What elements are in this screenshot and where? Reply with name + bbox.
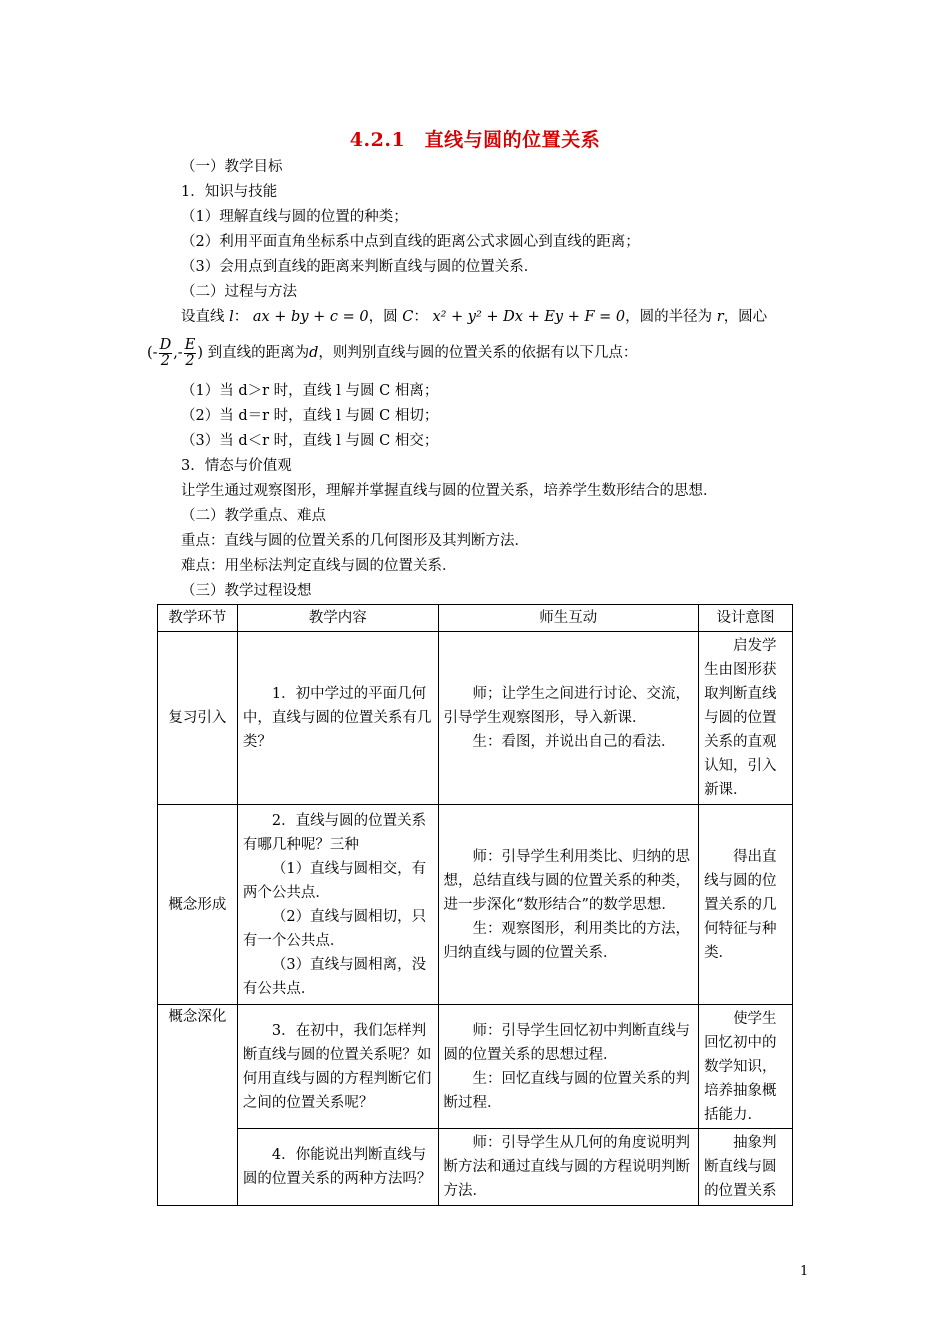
interaction-cell	[438, 1129, 699, 1206]
setup-text: 设直线	[181, 309, 225, 325]
stage-cell: 概念深化	[158, 1005, 238, 1206]
header-stage: 教学环节	[158, 605, 238, 632]
section-heading-process: （二）过程与方法	[181, 284, 297, 300]
goal-item-3: （3）会用点到直线的距离来判断直线与圆的位置关系．	[181, 259, 539, 275]
content-text: （3）直线与圆相离，没有公共点．	[242, 956, 427, 997]
colon-2: ：	[413, 309, 428, 325]
intent-cell	[699, 1005, 793, 1129]
colon: ：	[233, 309, 249, 325]
radius-text: ，圆的半径为	[625, 309, 713, 325]
section-heading-keypoints: （二）教学重点、难点	[181, 508, 326, 524]
table-row	[158, 632, 793, 805]
intent-text: 得出直线与圆的位置关系的几何特征与种类．	[704, 848, 777, 961]
fraction-e-den: 2	[185, 352, 195, 369]
page-number: 1	[800, 1264, 809, 1279]
table-row	[158, 1129, 793, 1206]
interaction-teacher: 师：引导学生从几何的角度说明判断方法和通过直线与圆的方程说明判断方法．	[443, 1135, 691, 1199]
distance-text: 到直线的距离为	[207, 345, 310, 361]
content-cell	[237, 632, 438, 805]
subheading-values: 3．情态与价值观	[181, 458, 292, 474]
interaction-cell	[438, 805, 699, 1005]
setup-paragraph	[181, 307, 767, 327]
subheading-knowledge: 1．知识与技能	[181, 184, 278, 200]
intent-cell	[699, 1129, 793, 1206]
condition-1: （1）当 d＞r 时，直线 l 与圆 C 相离；	[181, 383, 439, 399]
key-point: 重点：直线与圆的位置关系的几何图形及其判断方法．	[181, 533, 529, 549]
content-text: 4．你能说出判断直线与圆的位置关系的两种方法吗？	[242, 1147, 432, 1187]
section-heading-procedure: （三）教学过程设想	[181, 583, 312, 599]
fraction-d-num: D	[159, 336, 172, 353]
table-header-row	[158, 605, 793, 632]
intent-text: 使学生回忆初中的数学知识，培养抽象概括能力．	[704, 1010, 777, 1123]
circle-equation: x² + y² + Dx + Ey + F = 0	[432, 309, 626, 325]
stage-cell: 概念形成	[158, 805, 238, 1005]
header-content: 教学内容	[237, 605, 438, 632]
intent-text: 抽象判断直线与圆的位置关系	[704, 1135, 777, 1199]
stage-cell: 复习引入	[158, 632, 238, 805]
interaction-student: 生：回忆直线与圆的位置关系的判断过程．	[443, 1070, 691, 1111]
table-row	[158, 805, 793, 1005]
distance-symbol: d	[309, 345, 319, 361]
content-cell	[237, 805, 438, 1005]
values-text: 让学生通过观察图形，理解并掌握直线与圆的位置关系，培养学生数形结合的思想．	[181, 483, 718, 499]
difficult-point: 难点：用坐标法判定直线与圆的位置关系．	[181, 558, 457, 574]
goal-item-1: （1）理解直线与圆的位置的种类；	[181, 209, 408, 225]
interaction-student: 生：看图，并说出自己的看法．	[472, 734, 676, 750]
content-text: 2．直线与圆的位置关系有哪几种呢？三种	[242, 812, 427, 853]
line-equation: ax + by + c = 0	[252, 309, 369, 325]
interaction-teacher: 师：引导学生利用类比、归纳的思想，总结直线与圆的位置关系的种类，进一步深化“数形结合”的数学思想．	[443, 848, 691, 913]
goal-item-2: （2）利用平面直角坐标系中点到直线的距离公式求圆心到直线的距离；	[181, 234, 640, 250]
header-interaction: 师生互动	[438, 605, 699, 632]
interaction-teacher: 师；让学生之间进行讨论、交流，引导学生观察图形，导入新课．	[443, 686, 691, 726]
page-title: 4.2.1 直线与圆的位置关系	[349, 129, 601, 151]
circle-symbol: C	[402, 309, 414, 325]
interaction-teacher: 师：引导学生回忆初中判断直线与圆的位置关系的思想过程．	[443, 1022, 691, 1063]
center-distance-paragraph: (- $\frac{D}{2}$ ,- $\frac{E}{2}$ ) 到直线的距离为d，则判别直线与圆的位置关系的依据有以下几点：	[147, 336, 638, 369]
table-row	[158, 1005, 793, 1129]
fraction-d-den: 2	[160, 352, 170, 369]
header-intent: 设计意图	[699, 605, 793, 632]
intent-text: 启发学生由图形获取判断直线与圆的位置关系的直观认知，引入新课．	[704, 638, 777, 798]
fraction-e-num: E	[184, 336, 196, 353]
radius-symbol: r	[716, 309, 724, 325]
fraction-e	[184, 338, 197, 369]
content-cell	[237, 1005, 438, 1129]
circle-text: ，圆	[368, 309, 398, 325]
criteria-text: ，则判别直线与圆的位置关系的依据有以下几点：	[318, 345, 638, 361]
condition-3: （3）当 d＜r 时，直线 l 与圆 C 相交；	[181, 433, 439, 449]
intent-cell	[699, 632, 793, 805]
teaching-plan-table	[157, 604, 793, 1206]
section-heading-goals: （一）教学目标	[181, 159, 283, 175]
line-symbol: l	[229, 309, 234, 325]
content-text: （2）直线与圆相切，只有一个公共点．	[242, 908, 427, 949]
intent-cell	[699, 805, 793, 1005]
interaction-student: 生：观察图形，利用类比的方法，归纳直线与圆的位置关系．	[443, 920, 691, 961]
center-text: ，圆心	[723, 309, 768, 325]
content-text: 3．在初中，我们怎样判断直线与圆的位置关系呢？如何用直线与圆的方程判断它们之间的位置关系呢？	[242, 1022, 432, 1111]
condition-2: （2）当 d＝r 时，直线 l 与圆 C 相切；	[181, 408, 439, 424]
fraction-d	[159, 338, 173, 369]
content-text: （1）直线与圆相交，有两个公共点．	[242, 860, 427, 901]
interaction-cell	[438, 1005, 699, 1129]
content-text: 1．初中学过的平面几何中，直线与圆的位置关系有几类？	[242, 686, 432, 750]
content-cell	[237, 1129, 438, 1206]
interaction-cell	[438, 632, 699, 805]
